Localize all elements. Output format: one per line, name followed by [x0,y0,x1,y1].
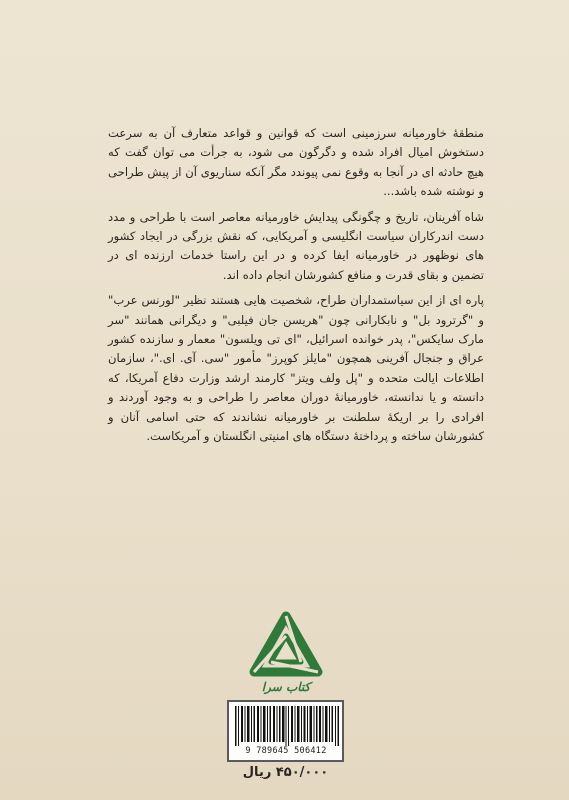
publisher-name: کتاب سرا [261,680,311,694]
blurb-paragraph-3: پاره ای از این سیاستمداران طراح، شخصیت هایی هستند نظیر "لورنس عرب" و "گرترود بل" و نابکارانی چون "هریسن جان فیلبی" و دیگرانی همانند "سر مارک سایکس"، پدر خوانده اسرائیل، "ای تی ویلسون" معمار و سازنده کشور عراق و جنجال آفرینی همچون "مایلز کوپرز" مأمور "سی. آی. ای."، سازمان اطلاعات ایالت متحده و "پل ولف ویتز" کارمند ارشد وزارت دفاع آمریکا، که دانسته و یا ندانسته، خاورمیانهٔ دوران معاصر را طراحی و به وجود آوردند و افرادی را بر اریکهٔ سلطنت بر خاورمیانه نشاندند که حتی اسامی آنان و کشورشان ساخته و پرداختهٔ دستگاه های امنیتی انگلستان و آمریکاست. [108,293,484,444]
triangle-knot-icon [246,610,326,682]
isbn-number: 9 789645 506412 [245,746,327,756]
blurb-text [108,124,484,447]
blurb-paragraph-2: شاه آفرینان، تاریخ و چگونگی پیدایش خاورمیانه معاصر است با طراحی و مدد دست اندرکاران سیاست انگلیسی و آمریکایی، که نقش بزرگی در ایجاد کشور های نوظهور در خاورمیانه ایفا کرده و در این راستا خدمات ارزنده ای در تضمین و بقای قدرت و منافع کشورشان انجام داده اند. [108,209,484,282]
publisher-logo [246,610,326,710]
barcode-bars-icon [235,706,340,746]
blurb-paragraph-1: منطقهٔ خاورمیانه سرزمینی است که قوانین و قواعد متعارف آن به سرعت دستخوش امیال افراد شده و دگرگون می شود، به جرأت می توان گفت که هیچ حادثه ای در آنجا به وقوع نمی پیوندد مگر آنکه سناریوی آن از پیش طراحی و نوشته شده باشد... [108,126,484,199]
barcode [227,700,344,762]
price-label: ۴۵۰/۰۰۰ ریال [242,765,329,780]
